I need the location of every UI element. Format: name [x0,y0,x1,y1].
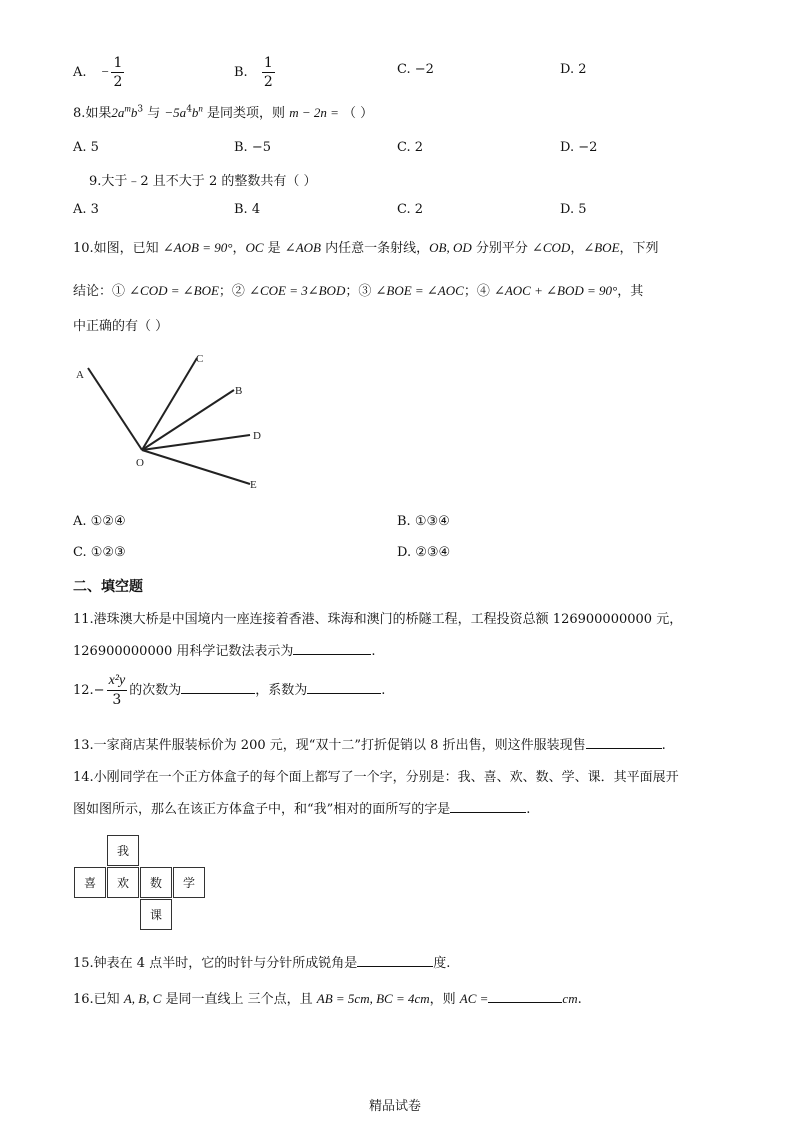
q12-coefficient-blank [307,680,381,694]
q8-stem: 8.如果$2a^mb^3$ 与 $-5a^4b^n$ 是同类项，则 m − 2n = （ ） [73,103,374,121]
label-c: C [196,353,204,365]
q10-option-b: B. ①③④ [397,514,450,529]
q16-stem: 16.已知 A, B, C 是同一直线上 三个点，且 AB = 5cm, BC = 4cm，则 AC = cm. [73,991,582,1007]
q9-stem: 9.大于﹣2 且不大于 2 的整数共有（ ） [89,174,317,189]
net-cell-ke: 课 [140,899,172,930]
q8-option-d: D. −2 [560,140,598,155]
q16-answer-blank [488,989,562,1003]
q10-stem-line3: 中正确的有（ ） [73,319,169,334]
q9-option-c: C. 2 [397,202,424,217]
q9-option-a: A. 3 [73,202,99,217]
ray-oc [142,358,197,450]
q10-option-a: A. ①②④ [73,514,126,529]
net-cell-xi: 喜 [74,867,106,898]
q15-stem: 15.钟表在 4 点半时，它的时针与分针所成锐角是 度. [73,952,450,971]
q11-line1: 11.港珠澳大桥是中国境内一座连接着香港、珠海和澳门的桥隧工程，工程投资总额 126900000000 元， [73,612,683,627]
q7-option-d: D. 2 [560,62,587,77]
q10-option-d: D. ②③④ [397,545,451,560]
ray-oa [88,368,142,450]
net-cell-wo: 我 [107,835,139,866]
q12-degree-blank [181,680,255,694]
q9-option-d: D. 5 [560,202,587,217]
q10-angle-figure [70,348,270,496]
q8-option-a: A. 5 [73,140,99,155]
q14-line2: 图如图所示，那么在该正方体盒子中，和“我”相对的面所写的字是 . [73,798,530,817]
q13-answer-blank [586,735,662,749]
q12-stem: 12.− $\frac{\text{x²y}}{3}$ 的次数为 ，系数为 . [73,673,386,708]
net-cell-huan: 欢 [107,867,139,898]
label-e: E [250,479,257,491]
label-o: O [136,457,144,469]
label-b: B [235,385,243,397]
ray-ob [142,390,234,450]
q8-option-c: C. 2 [397,140,424,155]
label-a: A [76,369,84,381]
q7-option-c: C. −2 [397,62,434,77]
q8-option-b: B. −5 [234,140,271,155]
q10-stem-line2: 结论：① ∠COD = ∠BOE；② ∠COE = 3∠BOD；③ ∠BOE = ∠AOC；④ ∠AOC + ∠BOD = 90°，其 [73,283,644,299]
q11-line2: 126900000000 用科学记数法表示为 . [73,640,376,659]
q9-option-b: B. 4 [234,202,261,217]
q10-stem-line1: 10.如图，已知 ∠AOB = 90°，OC 是 ∠AOB 内任意一条射线，OB, OD 分别平分 ∠COD，∠BOE，下列 [73,240,659,256]
q11-answer-blank [293,641,371,655]
q7-option-a: A. − $\frac{1}{2}$ [73,55,123,90]
ray-oe [142,450,250,484]
section-heading-fill-blank: 二、填空题 [73,579,143,595]
footer-label: 精品试卷 [369,1099,422,1114]
q15-answer-blank [357,953,433,967]
net-cell-xue: 学 [173,867,205,898]
q13-stem: 13.一家商店某件服装标价为 200 元，现“双十二”打折促销以 8 折出售，则这件服装现售 . [73,734,666,753]
q14-answer-blank [450,799,526,813]
q7-option-b: B. $\frac{1}{2}$ [234,55,273,90]
ray-od [142,435,250,450]
q10-option-c: C. ①②③ [73,545,126,560]
q14-line1: 14.小刚同学在一个正方体盒子的每个面上都写了一个字，分别是：我、喜、欢、数、学、课．其平面展开 [73,770,679,785]
net-cell-shu: 数 [140,867,172,898]
label-d: D [253,430,261,442]
